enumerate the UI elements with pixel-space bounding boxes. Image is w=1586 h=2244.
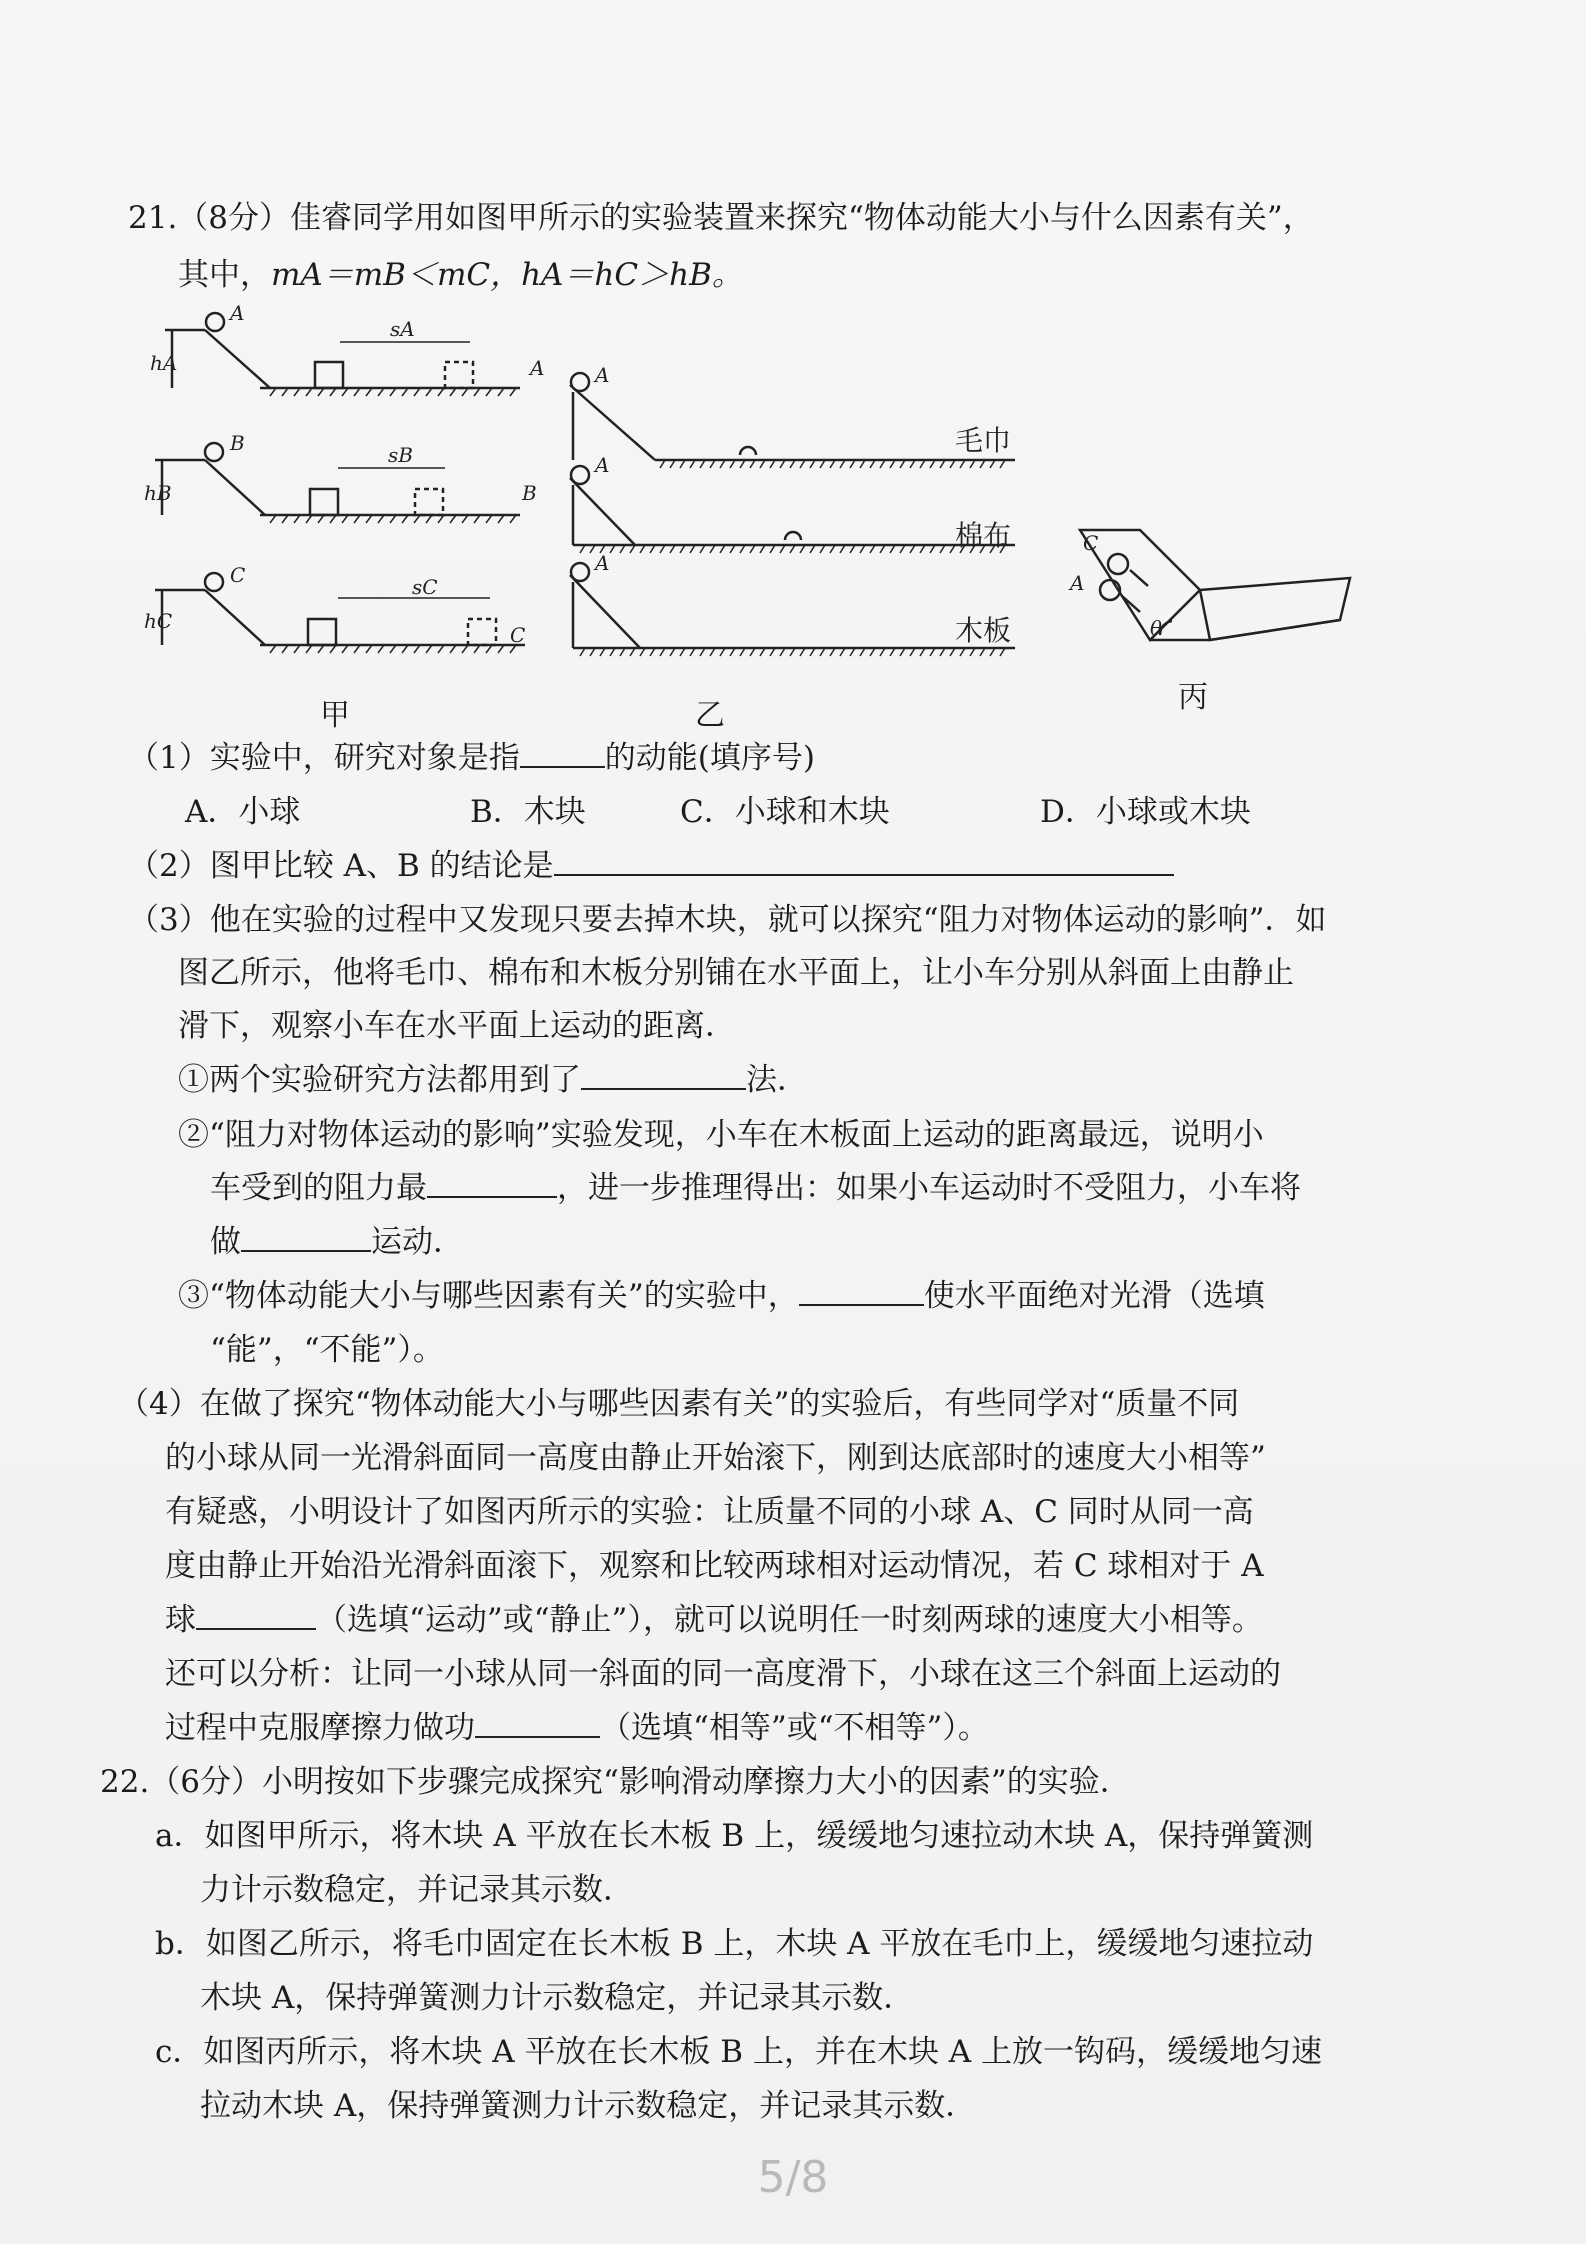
q21-p4-line4: 度由静止开始沿光滑斜面滚下，观察和比较两球相对运动情况，若 C 球相对于 A	[165, 1548, 1264, 1584]
q21-p3-s3-line1: ③“物体动能大小与哪些因素有关”的实验中， 使水平面绝对光滑（选填	[178, 1278, 1265, 1314]
q21-p4-line6: 还可以分析：让同一小球从同一斜面的同一高度滑下，小球在这三个斜面上运动的	[165, 1656, 1281, 1692]
jia-label-a: A	[230, 301, 245, 325]
ball-c-icon	[205, 573, 223, 591]
q21-p3-s3-blank[interactable]	[799, 1276, 924, 1306]
q21-p4-blank2[interactable]	[475, 1708, 600, 1738]
q21-p4-line7: 过程中克服摩擦力做功 （选填“相等”或“不相等”）。	[165, 1710, 989, 1746]
bing-ball-c-icon	[1108, 554, 1128, 574]
jia-label-c-right: C	[510, 623, 526, 647]
jia-label-c: C	[230, 563, 246, 587]
ball-a-icon	[206, 313, 224, 331]
figure-yi	[545, 360, 1025, 680]
q22-c-line1: c．如图丙所示，将木块 A 平放在长木板 B 上，并在木块 A 上放一钩码，缓缓地匀速	[155, 2034, 1323, 2070]
q22-c-line2: 拉动木块 A，保持弹簧测力计示数稳定，并记录其示数．	[200, 2088, 977, 2124]
q21-p4-line5: 球 （选填“运动”或“静止”），就可以说明任一时刻两球的速度大小相等。	[165, 1602, 1263, 1638]
yi-surface-towel: 毛巾	[955, 424, 1012, 457]
figure-jia-label: 甲	[320, 698, 350, 733]
q21-p4-line3: 有疑惑，小明设计了如图丙所示的实验：让质量不同的小球 A、C 同时从同一高	[165, 1494, 1254, 1530]
q21-p2-blank[interactable]	[554, 846, 1174, 876]
yi-ball-2-label: A	[595, 453, 610, 477]
q21-p4-blank1[interactable]	[196, 1600, 316, 1630]
jia-dist-a: sA	[390, 317, 415, 341]
q21-p3-s2-blank1[interactable]	[427, 1168, 557, 1198]
jia-label-a-right: A	[530, 356, 545, 380]
figure-yi-label: 乙	[695, 698, 725, 733]
q21-p3-s1-blank[interactable]	[581, 1060, 746, 1090]
q21-p3-s2-blank2[interactable]	[241, 1222, 371, 1252]
bing-label-a: A	[1070, 571, 1085, 595]
q21-p3-s2-line1: ②“阻力对物体运动的影响”实验发现，小车在木板面上运动的距离最远，说明小	[178, 1117, 1264, 1153]
q22-b-line1: b．如图乙所示，将毛巾固定在长木板 B 上，木块 A 平放在毛巾上，缓缓地匀速拉动	[155, 1926, 1314, 1962]
q21-p3-s3-line2: “能”，“不能”）。	[210, 1332, 444, 1368]
yi-surface-cotton: 棉布	[955, 519, 1012, 552]
q22-b-line2: 木块 A，保持弹簧测力计示数稳定，并记录其示数．	[200, 1980, 915, 2016]
block-icon	[315, 362, 343, 388]
q21-p3-line3: 滑下，观察小车在水平面上运动的距离．	[178, 1008, 736, 1044]
figure-bing	[1050, 510, 1370, 660]
jia-label-b-right: B	[522, 481, 537, 505]
bing-angle: θ	[1150, 616, 1163, 640]
page-indicator: 5/8	[757, 2152, 829, 2203]
q21-p4-line2: 的小球从同一光滑斜面同一高度由静止开始滚下，刚到达底部时的速度大小相等”	[165, 1440, 1266, 1476]
q21-p2-stem: （2）图甲比较 A、B 的结论是	[128, 846, 1174, 886]
jia-label-b: B	[230, 431, 245, 455]
q21-p3-s1: ①两个实验研究方法都用到了 法．	[178, 1062, 808, 1098]
yi-ball-3-icon	[571, 563, 589, 581]
bing-label-c: C	[1083, 531, 1099, 555]
jia-height-b: hB	[144, 481, 172, 505]
ball-b-icon	[205, 443, 223, 461]
q21-condition-formula: mA＝mB＜mC，hA＝hC＞hB。	[271, 257, 743, 293]
jia-dist-c: sC	[412, 575, 438, 599]
block-moved-icon	[445, 362, 473, 388]
q21-p1-stem: （1）实验中，研究对象是指 的动能(填序号)	[128, 740, 815, 776]
q21-p3-s2-line3: 做 运动．	[210, 1224, 464, 1260]
jia-height-c: hC	[144, 609, 173, 633]
q21-p1-option-c: C．小球和木块	[680, 794, 890, 830]
q21-p1-option-b: B．木块	[470, 794, 586, 830]
figure-jia	[144, 300, 570, 680]
q22-header: 22.（6分）小明按如下步骤完成探究“影响滑动摩擦力大小的因素”的实验．	[100, 1764, 1131, 1800]
yi-ball-1-label: A	[595, 363, 610, 387]
yi-surface-board: 木板	[955, 614, 1012, 647]
q22-a-line1: a．如图甲所示，将木块 A 平放在长木板 B 上，缓缓地匀速拉动木块 A，保持弹簧测	[155, 1818, 1314, 1854]
q21-p4-line1: （4）在做了探究“物体动能大小与哪些因素有关”的实验后，有些同学对“质量不同	[118, 1386, 1240, 1422]
q21-p3-line1: （3）他在实验的过程中又发现只要去掉木块，就可以探究“阻力对物体运动的影响”．如	[128, 902, 1327, 938]
jia-height-a: hA	[150, 351, 178, 375]
q22-a-line2: 力计示数稳定，并记录其示数．	[200, 1872, 634, 1908]
yi-ball-1-icon	[571, 373, 589, 391]
q21-header: 21.（8分）佳睿同学用如图甲所示的实验装置来探究“物体动能大小与什么因素有关”，	[128, 200, 1314, 236]
q21-p3-s2-line2: 车受到的阻力最 ，进一步推理得出：如果小车运动时不受阻力，小车将	[210, 1170, 1301, 1206]
jia-dist-b: sB	[388, 443, 413, 467]
yi-ball-2-icon	[571, 466, 589, 484]
q21-p1-option-d: D．小球或木块	[1040, 794, 1251, 830]
q21-p1-blank[interactable]	[520, 738, 605, 768]
q21-p3-line2: 图乙所示，他将毛巾、棉布和木板分别铺在水平面上，让小车分别从斜面上由静止	[178, 955, 1294, 991]
figure-bing-label: 丙	[1178, 680, 1208, 715]
yi-ball-3-label: A	[595, 551, 610, 575]
q21-condition: 其中，mA＝mB＜mC，hA＝hC＞hB。	[178, 257, 743, 293]
q21-p1-option-a: A．小球	[185, 794, 301, 830]
